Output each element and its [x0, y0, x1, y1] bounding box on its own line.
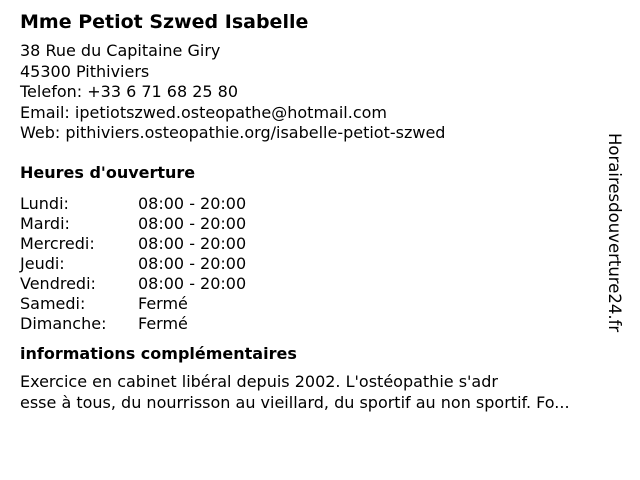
- hours-row-lundi: [20, 194, 620, 214]
- additional-info-text: [20, 371, 625, 413]
- hours-row-jeudi: [20, 254, 620, 274]
- email-line: Email: ipetiotszwed.osteopathe@hotmail.com: [20, 102, 387, 122]
- opening-hours-list: [20, 194, 620, 334]
- hours-row-mercredi: [20, 234, 620, 254]
- day-label: Mercredi:: [20, 233, 95, 253]
- hours-row-mardi: [20, 214, 620, 234]
- day-hours: 08:00 - 20:00: [138, 253, 247, 273]
- day-label: Mardi:: [20, 213, 70, 233]
- hours-row-samedi: [20, 294, 620, 314]
- phone-line: Telefon: +33 6 71 68 25 80: [20, 82, 239, 101]
- day-label: Samedi:: [20, 293, 86, 313]
- web-line: Web: pithiviers.osteopathie.org/isabelle-petiot-szwed: [20, 123, 446, 142]
- day-label: Jeudi:: [20, 253, 65, 273]
- day-hours: 08:00 - 20:00: [138, 213, 247, 233]
- business-card: [20, 10, 620, 413]
- hours-row-dimanche: [20, 314, 620, 334]
- info-line-1: Exercice en cabinet libéral depuis 2002. L'ostéopathie s'adr: [20, 371, 498, 391]
- day-hours: 08:00 - 20:00: [138, 193, 247, 213]
- day-label: Lundi:: [20, 193, 69, 213]
- day-hours: 08:00 - 20:00: [138, 233, 247, 253]
- opening-hours-heading: Heures d'ouverture: [20, 162, 196, 182]
- contact-block: [20, 41, 620, 144]
- day-hours: Fermé: [138, 293, 188, 313]
- business-name: Mme Petiot Szwed Isabelle: [20, 11, 309, 33]
- site-watermark: Horairesdouverture24.fr: [605, 133, 624, 333]
- day-hours: Fermé: [138, 313, 188, 333]
- info-line-2: esse à tous, du nourrisson au vieillard, du sportif au non sportif. Fo...: [20, 392, 570, 412]
- day-hours: 08:00 - 20:00: [138, 273, 247, 293]
- day-label: Vendredi:: [20, 273, 96, 293]
- hours-row-vendredi: [20, 274, 620, 294]
- additional-info-heading: informations complémentaires: [20, 343, 297, 363]
- day-label: Dimanche:: [20, 313, 107, 333]
- city-postcode: 45300 Pithiviers: [20, 61, 150, 81]
- street-address: 38 Rue du Capitaine Giry: [20, 41, 221, 60]
